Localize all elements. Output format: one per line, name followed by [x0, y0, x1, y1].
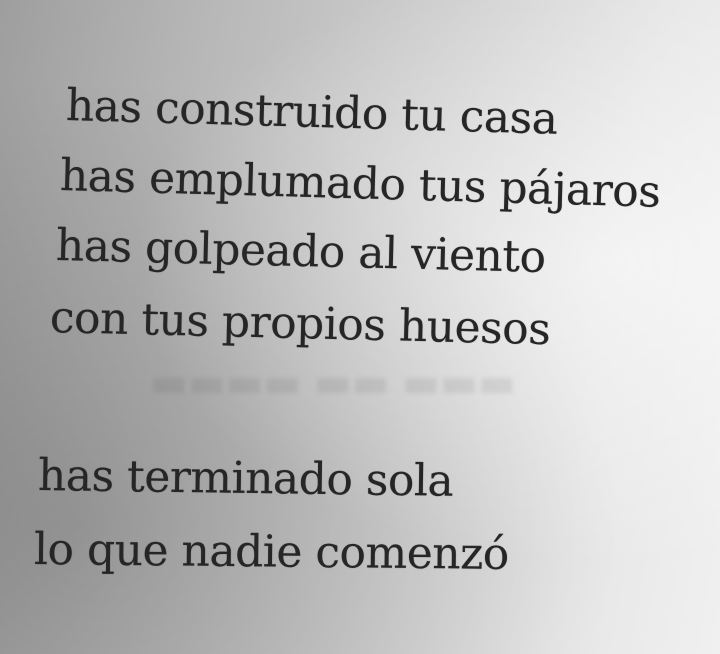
poem-line: has construido tu casa: [65, 80, 559, 145]
bleed-through-text: ▬▬▬ ▬▬ ▬▬▬▬: [150, 360, 516, 406]
poem-line: has emplumado tus pájaros: [59, 150, 662, 218]
poem-line: con tus propios huesos: [49, 292, 551, 356]
poem-line: lo que nadie comenzó: [33, 524, 510, 580]
poem-line: has terminado sola: [37, 450, 454, 507]
poem-line: has golpeado al viento: [55, 220, 547, 283]
